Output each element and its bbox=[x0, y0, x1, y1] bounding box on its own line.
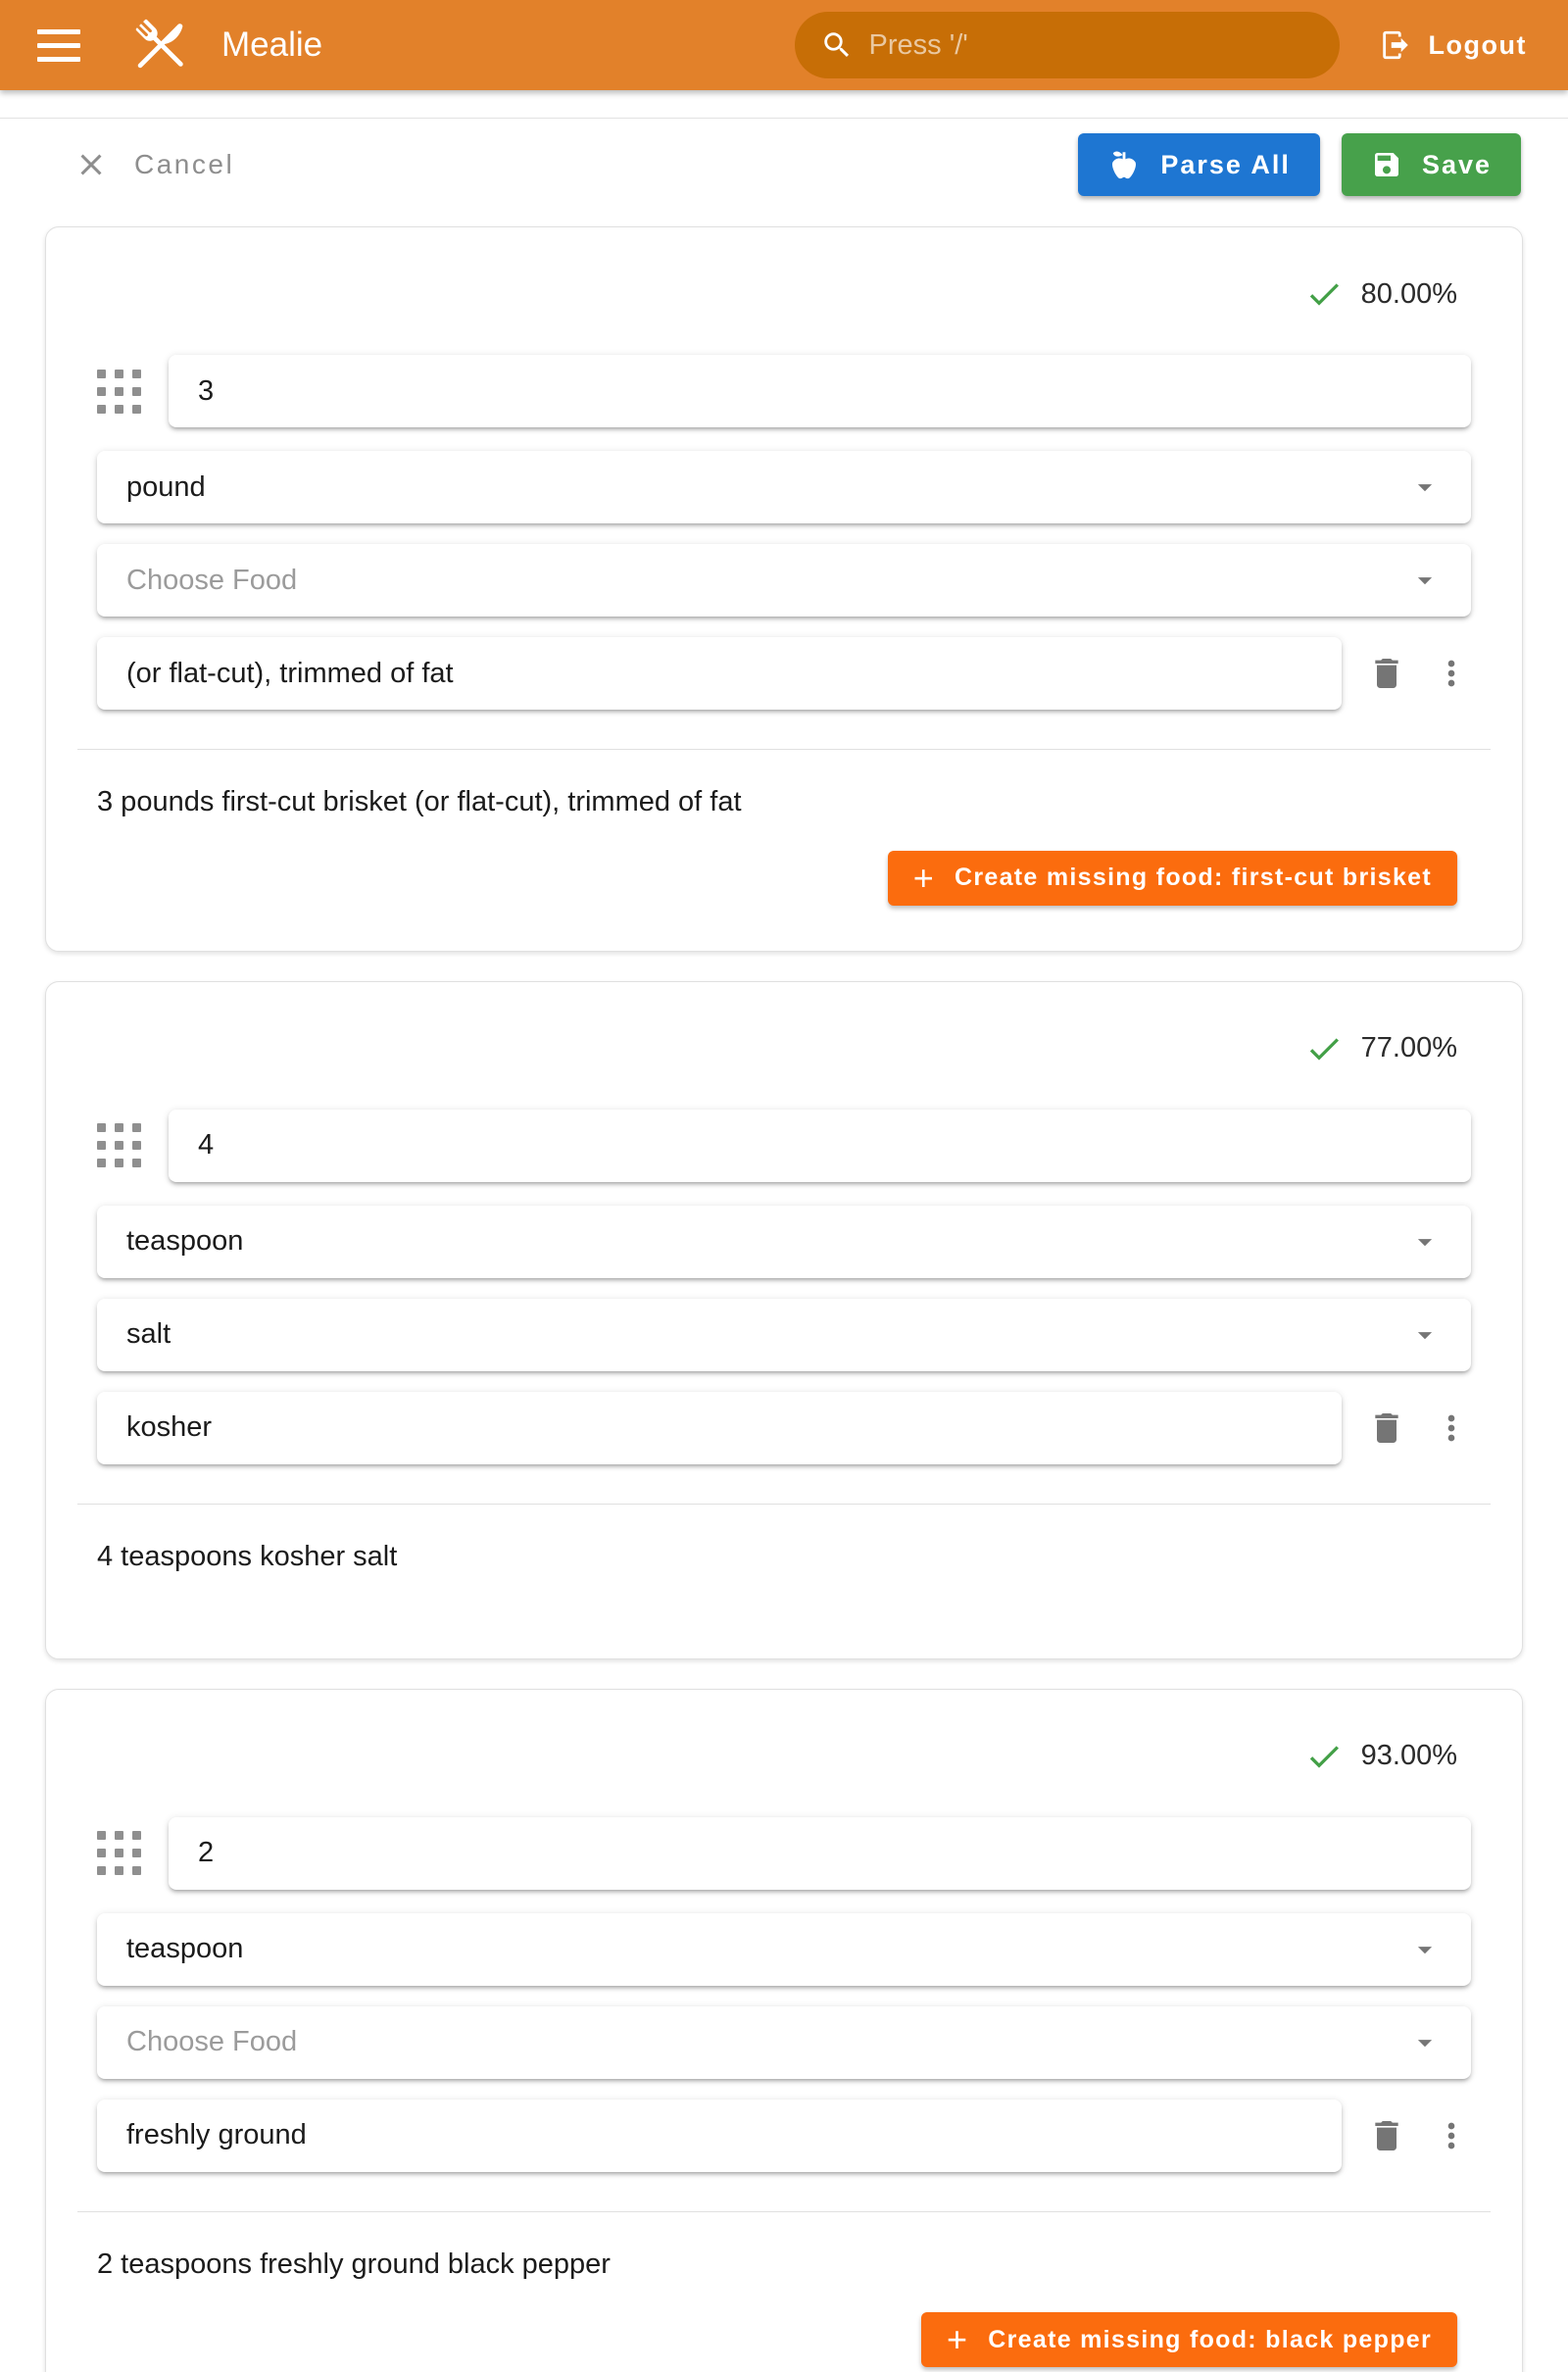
unit-select[interactable] bbox=[97, 1206, 1471, 1278]
more-options-button[interactable] bbox=[1432, 654, 1471, 693]
note-field bbox=[97, 637, 1342, 710]
toolbar bbox=[74, 132, 1521, 197]
original-ingredient-text: 4 teaspoons kosher salt bbox=[97, 1540, 398, 1572]
cancel-label: Cancel bbox=[134, 149, 235, 179]
create-missing-food-label: Create missing food: black pepper bbox=[988, 2325, 1432, 2353]
drag-handle-icon[interactable] bbox=[97, 1123, 141, 1167]
divider bbox=[77, 2211, 1491, 2212]
note-input[interactable] bbox=[126, 1411, 1312, 1444]
app-title: Mealie bbox=[221, 25, 323, 64]
cancel-button[interactable] bbox=[74, 147, 234, 182]
note-field bbox=[97, 1392, 1342, 1464]
confidence-value: 93.00% bbox=[1360, 1740, 1457, 1772]
search-icon bbox=[820, 28, 854, 62]
kebab-menu-icon bbox=[1432, 1408, 1471, 1448]
quantity-field bbox=[169, 1110, 1471, 1182]
save-icon bbox=[1371, 149, 1402, 180]
ingredient-card bbox=[45, 981, 1523, 1659]
note-input[interactable] bbox=[126, 658, 1312, 690]
divider bbox=[0, 118, 1568, 119]
close-icon bbox=[74, 147, 109, 182]
save-label: Save bbox=[1421, 149, 1492, 179]
drag-handle-icon[interactable] bbox=[97, 1831, 141, 1875]
delete-button[interactable] bbox=[1367, 2116, 1406, 2155]
food-placeholder: Choose Food bbox=[126, 2026, 298, 2058]
divider bbox=[77, 749, 1491, 750]
confidence-row bbox=[97, 1737, 1457, 1776]
quantity-input[interactable] bbox=[198, 375, 1442, 408]
confidence-row bbox=[97, 1029, 1457, 1068]
kebab-menu-icon bbox=[1432, 2116, 1471, 2155]
ingredient-card bbox=[45, 1689, 1523, 2372]
original-ingredient-text: 3 pounds first-cut brisket (or flat-cut), trimmed of fat bbox=[97, 786, 742, 817]
confidence-value: 80.00% bbox=[1360, 277, 1457, 310]
logout-label: Logout bbox=[1428, 29, 1527, 60]
confidence-value: 77.00% bbox=[1360, 1032, 1457, 1064]
confidence-row bbox=[97, 274, 1457, 314]
food-select[interactable] bbox=[97, 544, 1471, 617]
menu-icon[interactable] bbox=[29, 16, 88, 74]
drag-handle-icon[interactable] bbox=[97, 370, 141, 414]
check-icon bbox=[1304, 1029, 1344, 1068]
food-placeholder: Choose Food bbox=[126, 564, 298, 596]
kebab-menu-icon bbox=[1432, 654, 1471, 693]
create-missing-food-button[interactable]: + Create missing food: black pepper bbox=[921, 2312, 1457, 2367]
ingredient-card bbox=[45, 226, 1523, 952]
chevron-down-icon bbox=[1408, 2026, 1442, 2059]
unit-value: pound bbox=[126, 470, 206, 503]
chevron-down-icon bbox=[1408, 1933, 1442, 1966]
chevron-down-icon bbox=[1408, 564, 1442, 597]
note-field bbox=[97, 2100, 1342, 2172]
quantity-input[interactable] bbox=[198, 1837, 1442, 1869]
unit-value: teaspoon bbox=[126, 1225, 244, 1258]
logout-icon bbox=[1379, 28, 1412, 62]
trash-icon bbox=[1367, 1408, 1406, 1448]
apple-icon bbox=[1107, 148, 1141, 181]
chevron-down-icon bbox=[1408, 1318, 1442, 1352]
original-ingredient-text: 2 teaspoons freshly ground black pepper bbox=[97, 2248, 611, 2280]
food-select[interactable] bbox=[97, 2006, 1471, 2079]
more-options-button[interactable] bbox=[1432, 1408, 1471, 1448]
chevron-down-icon bbox=[1408, 470, 1442, 504]
trash-icon bbox=[1367, 2116, 1406, 2155]
food-value: salt bbox=[126, 1318, 172, 1351]
trash-icon bbox=[1367, 654, 1406, 693]
delete-button[interactable] bbox=[1367, 654, 1406, 693]
check-icon bbox=[1304, 1737, 1344, 1776]
check-icon bbox=[1304, 274, 1344, 314]
delete-button[interactable] bbox=[1367, 1408, 1406, 1448]
unit-value: teaspoon bbox=[126, 1933, 244, 1965]
note-input[interactable] bbox=[126, 2119, 1312, 2151]
quantity-field bbox=[169, 1817, 1471, 1890]
divider bbox=[77, 1504, 1491, 1505]
food-select[interactable] bbox=[97, 1299, 1471, 1371]
parse-all-button[interactable] bbox=[1078, 133, 1320, 196]
parse-all-label: Parse All bbox=[1160, 149, 1291, 179]
unit-select[interactable] bbox=[97, 1913, 1471, 1986]
logout-button[interactable] bbox=[1379, 28, 1527, 62]
quantity-input[interactable] bbox=[198, 1129, 1442, 1161]
save-button[interactable] bbox=[1342, 133, 1521, 196]
search-bar[interactable] bbox=[795, 12, 1340, 78]
search-input[interactable] bbox=[869, 29, 1314, 62]
create-missing-food-label: Create missing food: first-cut brisket bbox=[955, 864, 1432, 892]
mealie-logo-icon bbox=[127, 13, 192, 77]
chevron-down-icon bbox=[1408, 1225, 1442, 1259]
create-missing-food-button[interactable]: + Create missing food: first-cut brisket bbox=[888, 851, 1457, 906]
quantity-field bbox=[169, 355, 1471, 427]
app-bar bbox=[0, 0, 1568, 90]
unit-select[interactable] bbox=[97, 451, 1471, 523]
more-options-button[interactable] bbox=[1432, 2116, 1471, 2155]
